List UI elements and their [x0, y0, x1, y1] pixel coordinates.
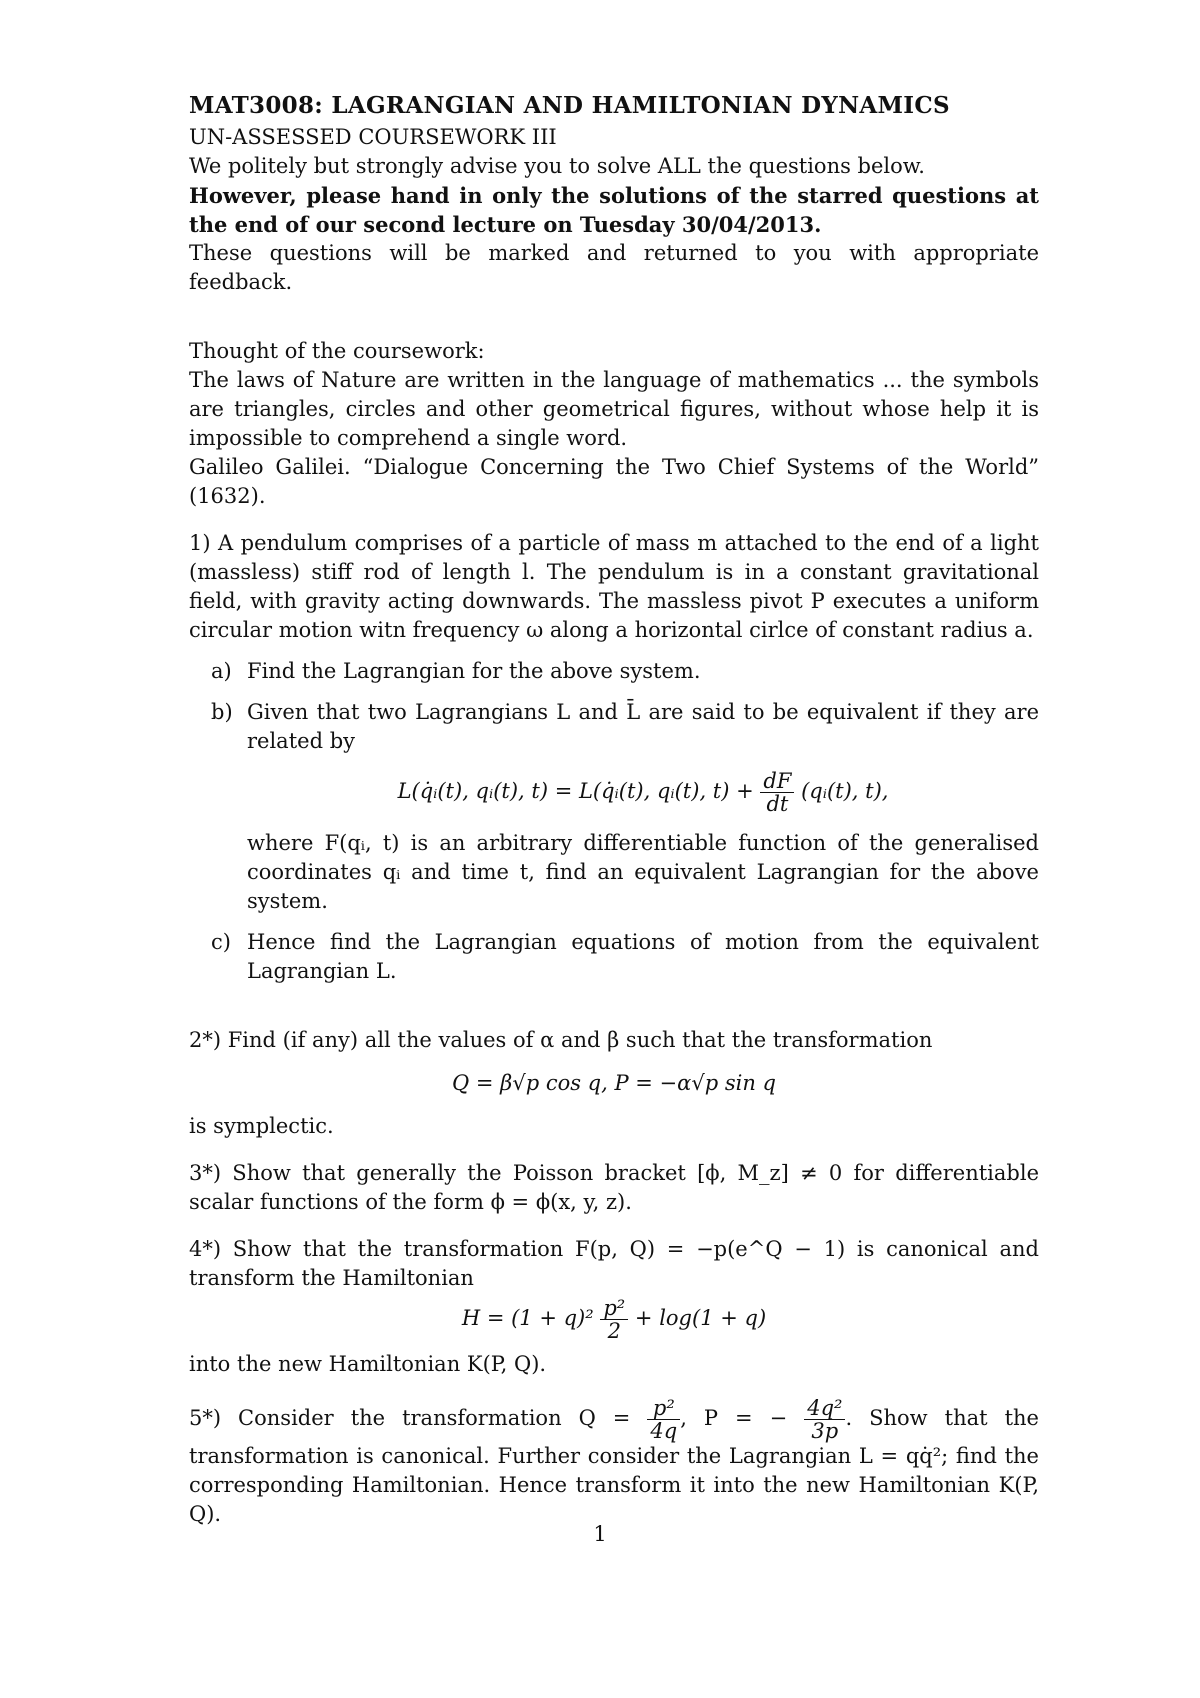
question-5-text: 5*) Consider the transformation Q = $\frac{\text{p²}}{4q}$ , P = − $\frac{\text{4q²}}{3p}$ . Show that the transformation is canonical. Further consider the Lagrangian L = qq̇²; find the corresponding Hamiltonian. Hence transform it into the new Hamiltonian K(P, Q).	[189, 1396, 1039, 1526]
question-2-text: 2*) Find (if any) all the values of α and β such that the transformation	[189, 1028, 933, 1052]
question-2-after: is symplectic.	[189, 1114, 334, 1138]
item-label: a)	[211, 659, 232, 683]
document-subtitle: UN-ASSESSED COURSEWORK III	[189, 125, 557, 149]
equation-left: H = (1 + q)²	[461, 1306, 594, 1330]
item-text: Find the Lagrangian for the above system.	[247, 659, 701, 683]
question-1a	[211, 657, 1039, 686]
item-text: Hence find the Lagrangian equations of motion from the equivalent Lagrangian L.	[247, 930, 1039, 983]
item-label: c)	[211, 930, 231, 954]
question-1-intro: 1) A pendulum comprises of a particle of mass m attached to the end of a light (massless) stiff rod of length l. The pendulum is in a constant gravitational field, with gravity acting downwards. The massless pivot P executes a uniform circular motion witn frequency ω along a horizontal cirlce of constant radius a.	[189, 531, 1039, 642]
fraction-p2-2: $\frac{\text{p²}}{2}$	[600, 1297, 628, 1342]
item-text-after: where F(qᵢ, t) is an arbitrary differentiable function of the generalised coordinates qᵢ and time t, find an equivalent Lagrangian for the above system.	[247, 831, 1039, 913]
fraction-dF-dt: $\frac{dF}{dt}$	[760, 770, 794, 815]
question-2-equation: Q = β√p cos q, P = −α√p sin q	[452, 1071, 776, 1095]
question-4-after: into the new Hamiltonian K(P, Q).	[189, 1352, 547, 1376]
equation-right: (qᵢ(t), t),	[801, 779, 889, 803]
fraction-p2-4q: $\frac{\text{p²}}{4q}$	[647, 1397, 680, 1442]
question-4-equation	[189, 1297, 1039, 1342]
thought-quote: The laws of Nature are written in the language of mathematics ... the symbols are triangles, circles and other geometrical figures, without whose help it is impossible to comprehend a single word.	[189, 368, 1039, 450]
equation-right: + log(1 + q)	[634, 1306, 767, 1330]
item-label: b)	[211, 700, 233, 724]
page-number: 1	[593, 1522, 607, 1546]
thought-heading: Thought of the coursework:	[189, 339, 485, 363]
question-3-text: 3*) Show that generally the Poisson bracket [ϕ, M_z] ≠ 0 for differentiable scalar functions of the form ϕ = ϕ(x, y, z).	[189, 1161, 1039, 1214]
document-title: MAT3008: LAGRANGIAN AND HAMILTONIAN DYNAMICS	[189, 92, 950, 119]
handin-instruction: However, please hand in only the solutions of the starred questions at the end of our second lecture on Tuesday 30/04/2013.	[189, 183, 1039, 237]
document-body	[189, 90, 1039, 1529]
question-1b	[211, 698, 1039, 916]
fraction-4q2-3p: $\frac{\text{4q²}}{3p}$	[804, 1397, 845, 1442]
question-4-text: 4*) Show that the transformation F(p, Q) = −p(e^Q − 1) is canonical and transform the Hamiltonian	[189, 1237, 1039, 1290]
marked-text: These questions will be marked and returned to you with appropriate feedback.	[189, 241, 1039, 294]
advise-text: We politely but strongly advise you to solve ALL the questions below.	[189, 154, 925, 178]
thought-attribution: Galileo Galilei. “Dialogue Concerning the Two Chief Systems of the World” (1632).	[189, 455, 1039, 508]
equation-left: L(q̇ᵢ(t), qᵢ(t), t) = L(q̇ᵢ(t), qᵢ(t), t) +	[397, 779, 754, 803]
equivalence-equation	[247, 770, 1039, 815]
item-text: Given that two Lagrangians L and L̄ are said to be equivalent if they are related by	[247, 700, 1039, 753]
question-1c	[211, 928, 1039, 986]
